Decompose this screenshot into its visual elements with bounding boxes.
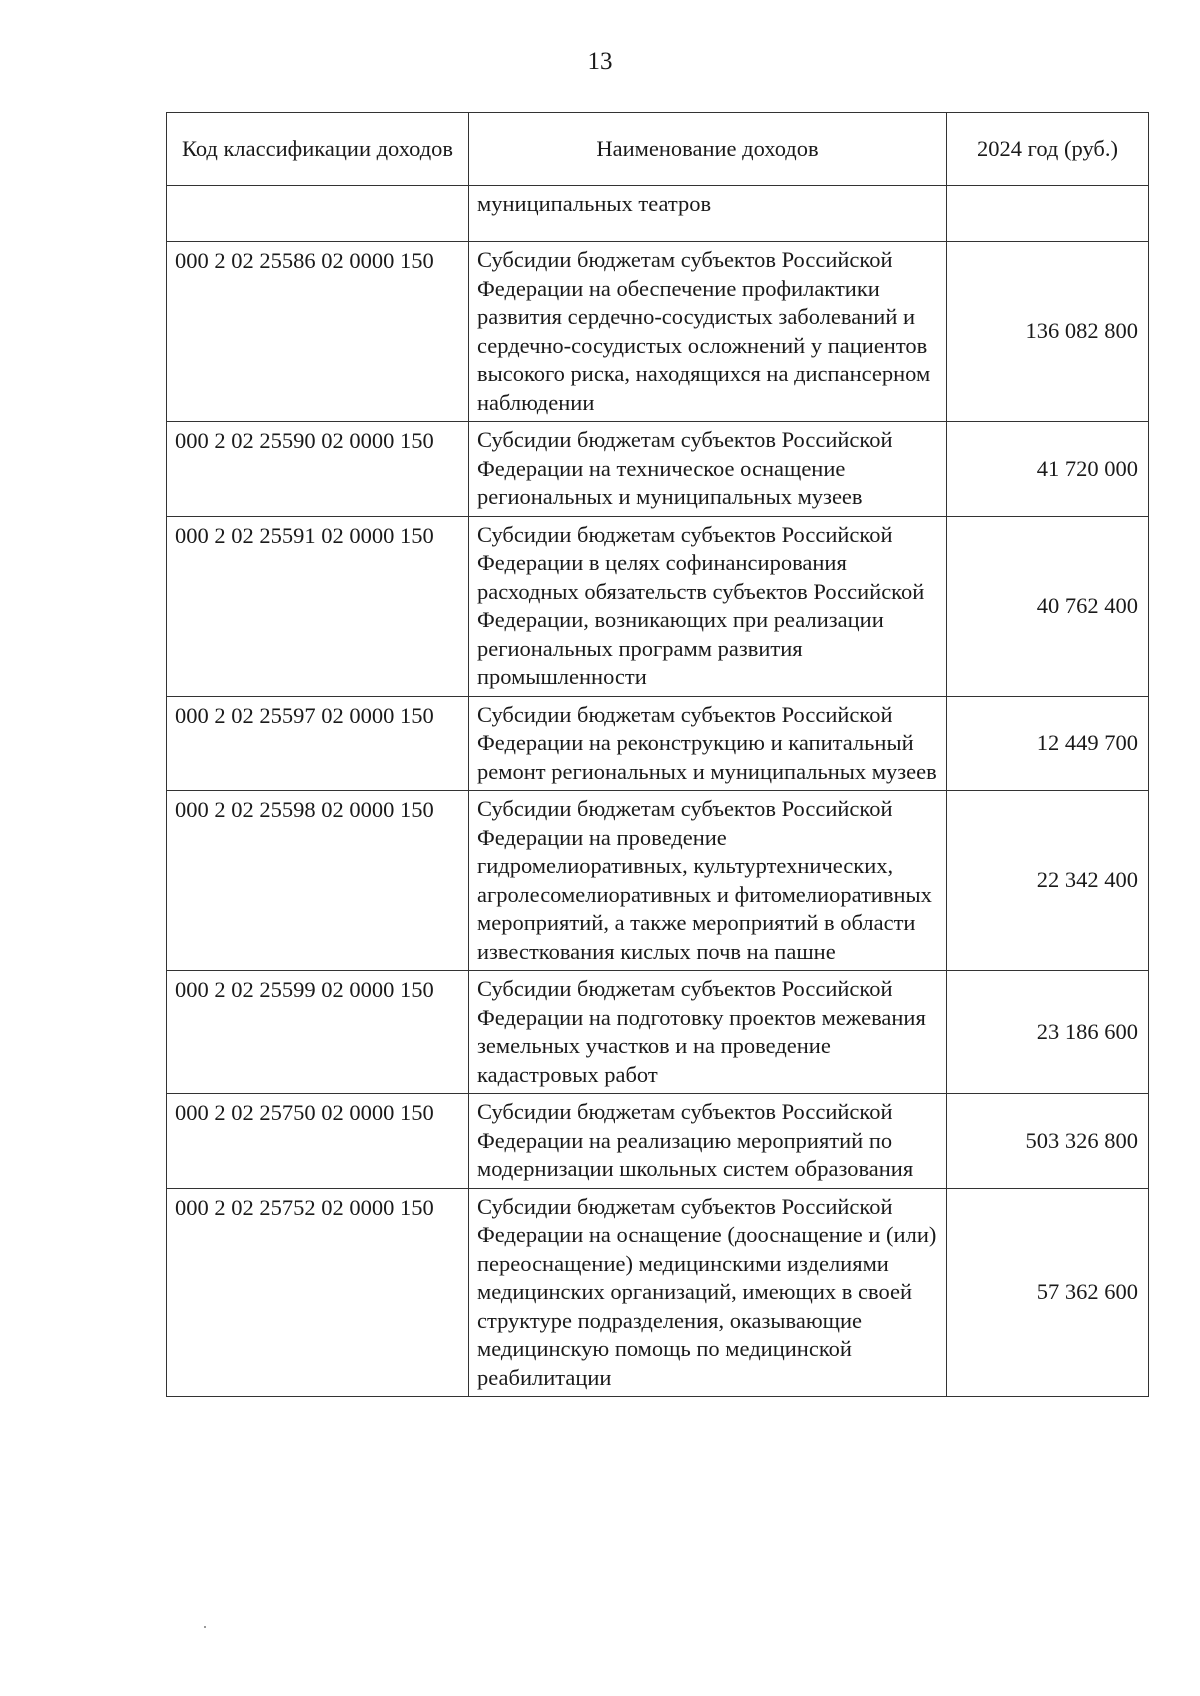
cell-amount bbox=[947, 186, 1149, 242]
header-name: Наименование доходов bbox=[469, 113, 947, 186]
table-header-row bbox=[167, 113, 1149, 186]
table-row bbox=[167, 1188, 1149, 1397]
table-row bbox=[167, 516, 1149, 696]
cell-amount: 57 362 600 bbox=[947, 1188, 1149, 1397]
table-row bbox=[167, 696, 1149, 791]
cell-amount: 40 762 400 bbox=[947, 516, 1149, 696]
cell-amount: 12 449 700 bbox=[947, 696, 1149, 791]
cell-amount: 23 186 600 bbox=[947, 971, 1149, 1094]
cell-code bbox=[167, 186, 469, 242]
cell-code: 000 2 02 25590 02 0000 150 bbox=[167, 422, 469, 517]
cell-name: Субсидии бюджетам субъектов Российской Федерации на реализацию мероприятий по модернизации школьных систем образования bbox=[469, 1094, 947, 1189]
cell-amount: 41 720 000 bbox=[947, 422, 1149, 517]
table-row bbox=[167, 971, 1149, 1094]
cell-code: 000 2 02 25598 02 0000 150 bbox=[167, 791, 469, 971]
table-row-continued bbox=[167, 186, 1149, 242]
scan-speck bbox=[204, 1626, 206, 1628]
cell-name: муниципальных театров bbox=[469, 186, 947, 242]
revenue-table bbox=[166, 112, 1149, 1397]
table-row bbox=[167, 242, 1149, 422]
cell-name: Субсидии бюджетам субъектов Российской Федерации на техническое оснащение региональных и муниципальных музеев bbox=[469, 422, 947, 517]
cell-name: Субсидии бюджетам субъектов Российской Федерации на оснащение (дооснащение и (или) переоснащение) медицинскими изделиями медицинских организаций, имеющих в своей структуре подразделения, оказывающие медицинскую помощь по медицинской реабилитации bbox=[469, 1188, 947, 1397]
table-row bbox=[167, 791, 1149, 971]
header-amount: 2024 год (руб.) bbox=[947, 113, 1149, 186]
cell-code: 000 2 02 25597 02 0000 150 bbox=[167, 696, 469, 791]
table-row bbox=[167, 422, 1149, 517]
cell-name: Субсидии бюджетам субъектов Российской Федерации на обеспечение профилактики развития сердечно-сосудистых заболеваний и сердечно-сосудистых осложнений у пациентов высокого риска, находящихся на диспансерном наблюдении bbox=[469, 242, 947, 422]
cell-amount: 136 082 800 bbox=[947, 242, 1149, 422]
cell-code: 000 2 02 25586 02 0000 150 bbox=[167, 242, 469, 422]
cell-name: Субсидии бюджетам субъектов Российской Федерации на реконструкцию и капитальный ремонт региональных и муниципальных музеев bbox=[469, 696, 947, 791]
cell-name: Субсидии бюджетам субъектов Российской Федерации на подготовку проектов межевания земельных участков и на проведение кадастровых работ bbox=[469, 971, 947, 1094]
cell-code: 000 2 02 25599 02 0000 150 bbox=[167, 971, 469, 1094]
cell-code: 000 2 02 25750 02 0000 150 bbox=[167, 1094, 469, 1189]
table-row bbox=[167, 1094, 1149, 1189]
cell-name: Субсидии бюджетам субъектов Российской Федерации на проведение гидромелиоративных, культуртехнических, агролесомелиоративных и фитомелиоративных мероприятий, а также мероприятий в области известкования кислых почв на пашне bbox=[469, 791, 947, 971]
cell-amount: 503 326 800 bbox=[947, 1094, 1149, 1189]
header-code: Код классификации доходов bbox=[167, 113, 469, 186]
page-number: 13 bbox=[587, 48, 613, 75]
cell-code: 000 2 02 25591 02 0000 150 bbox=[167, 516, 469, 696]
cell-name: Субсидии бюджетам субъектов Российской Федерации в целях софинансирования расходных обязательств субъектов Российской Федерации, возникающих при реализации региональных программ развития промышленности bbox=[469, 516, 947, 696]
cell-code: 000 2 02 25752 02 0000 150 bbox=[167, 1188, 469, 1397]
cell-amount: 22 342 400 bbox=[947, 791, 1149, 971]
